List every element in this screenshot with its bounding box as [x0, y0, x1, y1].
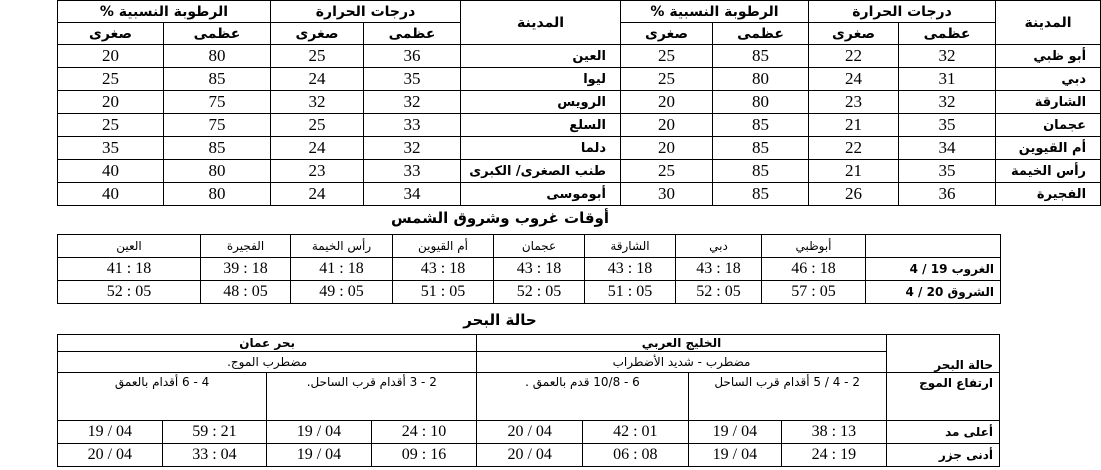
sunset-time: 18 : 43 [393, 258, 494, 281]
sunset-time: 18 : 46 [762, 258, 866, 281]
tide-date: 04 / 20 [477, 421, 583, 444]
sunrise-time: 05 : 57 [762, 281, 866, 304]
temperatures-header: درجات الحرارة [809, 1, 996, 23]
temp-min: 25 [271, 114, 364, 137]
temp-max: 34 [364, 183, 461, 206]
humidity-max: 80 [713, 68, 809, 91]
table-row [58, 183, 1101, 206]
sunrise-time: 05 : 52 [676, 281, 762, 304]
temp-max: 34 [899, 137, 996, 160]
sunset-time: 18 : 41 [58, 258, 201, 281]
humidity-max: 85 [713, 183, 809, 206]
temp-max: 35 [899, 114, 996, 137]
table-row [58, 137, 1101, 160]
humidity-max: 85 [713, 160, 809, 183]
humidity-min: 20 [58, 45, 164, 68]
header-row-1 [58, 1, 1101, 23]
tide-time: 10 : 24 [371, 421, 477, 444]
max-header: عظمى [164, 23, 271, 45]
humidity-min: 30 [621, 183, 713, 206]
humidity-min: 25 [621, 160, 713, 183]
sun-times-table [57, 234, 1001, 304]
gulf-name: الخليج العربي [477, 335, 886, 352]
humidity-min: 25 [621, 45, 713, 68]
humidity-max: 80 [713, 91, 809, 114]
max-header: عظمى [713, 23, 809, 45]
temp-max: 36 [364, 45, 461, 68]
tide-time: 19 : 24 [782, 444, 887, 467]
tide-date: 04 / 19 [267, 421, 372, 444]
humidity-min: 25 [58, 114, 164, 137]
humidity-min: 40 [58, 183, 164, 206]
humidity-max: 75 [164, 91, 271, 114]
city-name: عجمان [996, 114, 1101, 137]
temp-max: 35 [364, 68, 461, 91]
city-name: أبوموسى [461, 183, 621, 206]
sun-city: رأس الخيمة [291, 235, 393, 258]
humidity-min: 25 [58, 68, 164, 91]
sunset-time: 18 : 43 [676, 258, 762, 281]
sunrise-time: 05 : 51 [393, 281, 494, 304]
tide-date: 04 / 19 [688, 444, 782, 467]
temp-max: 35 [899, 160, 996, 183]
sun-city: دبي [676, 235, 762, 258]
temperature-table [57, 0, 1101, 206]
tide-date: 04 / 20 [477, 444, 583, 467]
temp-min: 26 [809, 183, 899, 206]
temp-min: 24 [271, 137, 364, 160]
temp-max: 32 [899, 45, 996, 68]
temp-max: 36 [899, 183, 996, 206]
tide-time: 04 : 33 [162, 444, 267, 467]
table-row [58, 91, 1101, 114]
temp-min: 22 [809, 45, 899, 68]
humidity-max: 85 [713, 137, 809, 160]
tide-date: 04 / 19 [58, 421, 163, 444]
humidity-max: 85 [713, 114, 809, 137]
min-header: صغرى [271, 23, 364, 45]
city-name: أم القيوين [996, 137, 1101, 160]
wave-height: 4 - 6 أقدام بالعمق [58, 373, 267, 421]
sea-condition-row [58, 352, 1000, 373]
table-row [58, 160, 1101, 183]
temp-min: 25 [271, 45, 364, 68]
sun-city: أم القيوين [393, 235, 494, 258]
sun-times-title: أوقات غروب وشروق الشمس [390, 209, 610, 227]
tide-date: 04 / 20 [58, 444, 163, 467]
humidity-min: 35 [58, 137, 164, 160]
wave-height: 2 - 3 أقدام قرب الساحل. [267, 373, 477, 421]
humidity-min: 20 [621, 91, 713, 114]
temp-max: 32 [899, 91, 996, 114]
temp-min: 23 [271, 160, 364, 183]
sunrise-row [58, 281, 1001, 304]
temp-min: 21 [809, 160, 899, 183]
table-row [58, 45, 1101, 68]
sunrise-time: 05 : 52 [494, 281, 585, 304]
temp-min: 24 [809, 68, 899, 91]
sunset-time: 18 : 43 [585, 258, 676, 281]
min-header: صغرى [621, 23, 713, 45]
temp-max: 32 [364, 91, 461, 114]
city-name: الشارقة [996, 91, 1101, 114]
oman-state: مضطرب الموج. [58, 352, 477, 373]
wave-height: 6 - 10/8 قدم بالعمق . [477, 373, 688, 421]
gulf-state: مضطرب - شديد الأضطراب [477, 352, 886, 373]
humidity-max: 85 [164, 68, 271, 91]
tide-time: 16 : 09 [371, 444, 477, 467]
wave-row [58, 373, 1000, 421]
city-name: أبو ظبي [996, 45, 1101, 68]
table-row [58, 114, 1101, 137]
wave-height: 2 - 4 / 5 أقدام قرب الساحل [688, 373, 886, 421]
high-tide-label: أعلى مد [886, 421, 999, 444]
oman-name: بحر عمان [58, 335, 477, 352]
low-tide-label: أدنى جزر [886, 444, 999, 467]
city-name: دبي [996, 68, 1101, 91]
temp-min: 21 [809, 114, 899, 137]
tide-date: 04 / 19 [267, 444, 372, 467]
temp-max: 31 [899, 68, 996, 91]
tide-time: 21 : 59 [162, 421, 267, 444]
wave-label: ارتفاع الموج [886, 373, 999, 421]
temp-max: 33 [364, 160, 461, 183]
temp-min: 22 [809, 137, 899, 160]
humidity-min: 20 [58, 91, 164, 114]
temp-min: 23 [809, 91, 899, 114]
sunset-time: 18 : 43 [494, 258, 585, 281]
tide-time: 13 : 38 [782, 421, 887, 444]
city-name: الفجيرة [996, 183, 1101, 206]
max-header: عظمى [899, 23, 996, 45]
low-tide-row [58, 444, 1000, 467]
city-name: العين [461, 45, 621, 68]
humidity-min: 20 [621, 137, 713, 160]
sun-city: أبوظبي [762, 235, 866, 258]
sea-state-table [57, 334, 1000, 467]
sun-city: العين [58, 235, 201, 258]
empty-cell [866, 235, 1001, 258]
humidity-max: 85 [713, 45, 809, 68]
temp-min: 32 [271, 91, 364, 114]
city-name: رأس الخيمة [996, 160, 1101, 183]
sun-city-row [58, 235, 1001, 258]
min-header: صغرى [58, 23, 164, 45]
sunset-time: 18 : 41 [291, 258, 393, 281]
humidity-header-left: الرطوبة النسبية % [58, 1, 271, 23]
table-row [58, 68, 1101, 91]
sunrise-time: 05 : 51 [585, 281, 676, 304]
min-header: صغرى [809, 23, 899, 45]
sunset-label: الغروب 19 / 4 [866, 258, 1001, 281]
tide-time: 08 : 06 [583, 444, 689, 467]
city-name: طنب الصغرى/ الكبرى [461, 160, 621, 183]
sunset-row [58, 258, 1001, 281]
humidity-min: 20 [621, 114, 713, 137]
temperatures-header-left: درجات الحرارة [271, 1, 461, 23]
humidity-max: 80 [164, 183, 271, 206]
sunrise-label: الشروق 20 / 4 [866, 281, 1001, 304]
sunrise-time: 05 : 52 [58, 281, 201, 304]
sun-city: الفجيرة [201, 235, 291, 258]
humidity-min: 25 [621, 68, 713, 91]
city-header: المدينة [996, 1, 1101, 45]
temp-min: 24 [271, 68, 364, 91]
city-name: السلع [461, 114, 621, 137]
sea-state-label: حالة البحر [886, 335, 999, 373]
high-tide-row [58, 421, 1000, 444]
humidity-max: 80 [164, 45, 271, 68]
city-name: الرويس [461, 91, 621, 114]
sunrise-time: 05 : 48 [201, 281, 291, 304]
sunrise-time: 05 : 49 [291, 281, 393, 304]
sun-city: عجمان [494, 235, 585, 258]
humidity-max: 80 [164, 160, 271, 183]
city-name: ليوا [461, 68, 621, 91]
city-name: دلما [461, 137, 621, 160]
temp-min: 24 [271, 183, 364, 206]
humidity-max: 75 [164, 114, 271, 137]
humidity-header: الرطوبة النسبية % [621, 1, 809, 23]
max-header: عظمى [364, 23, 461, 45]
humidity-max: 85 [164, 137, 271, 160]
sunset-time: 18 : 39 [201, 258, 291, 281]
tide-time: 01 : 42 [583, 421, 689, 444]
sea-region-row [58, 335, 1000, 352]
city-header-left: المدينة [461, 1, 621, 45]
humidity-min: 40 [58, 160, 164, 183]
temp-max: 32 [364, 137, 461, 160]
temp-max: 33 [364, 114, 461, 137]
sun-city: الشارقة [585, 235, 676, 258]
sea-state-title: حالة البحر [463, 311, 537, 329]
tide-date: 04 / 19 [688, 421, 782, 444]
